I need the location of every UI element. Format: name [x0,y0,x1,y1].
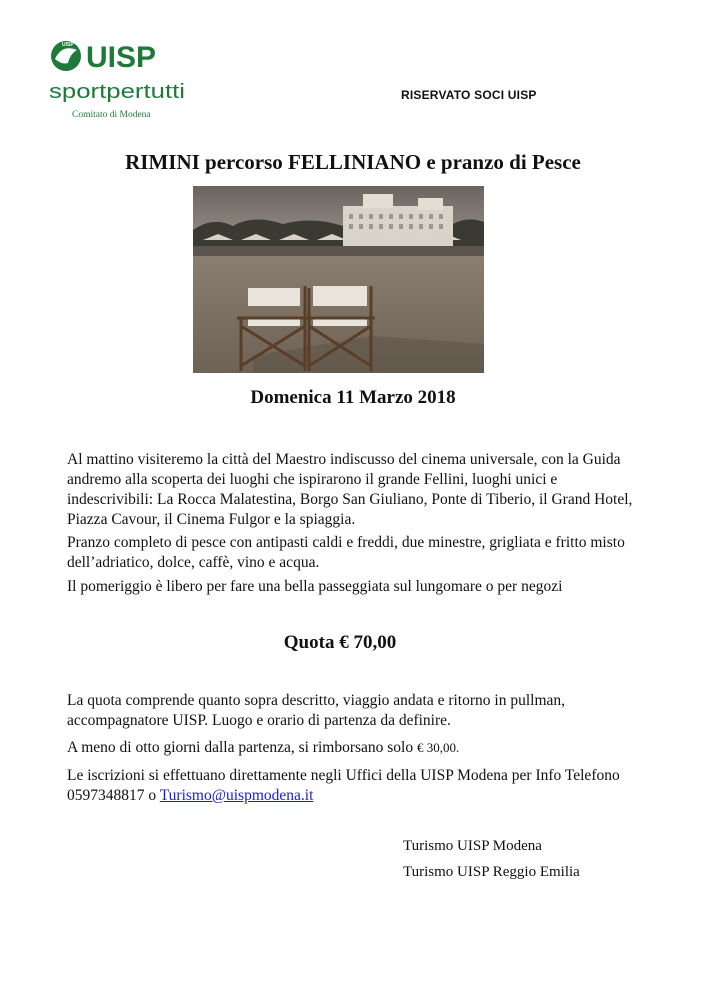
afternoon-paragraph: Il pomeriggio è libero per fare una bella passeggiata sul lungomare o per negozi [67,578,563,595]
price-quota: Quota € 70,00 [283,632,397,653]
uisp-logo [48,36,198,122]
refund-text: A meno di otto giorni dalla partenza, si rimborsano solo [67,739,417,756]
signature-reggio-emilia: Turismo UISP Reggio Emilia [403,864,580,880]
svg-text:UISP: UISP [62,42,74,48]
email-link[interactable]: Turismo@uispmodena.it [159,787,314,804]
lunch-paragraph: Pranzo completo di pesce con antipasti caldi e freddi, due minestre, grigliata e fritto misto dell’adriatico, dolce, caffè, vino e acqua. [67,534,625,571]
page-title: RIMINI percorso FELLINIANO e pranzo di Pesce [125,150,581,174]
svg-text:Comitato di Modena: Comitato di Modena [72,110,151,120]
svg-text:sportpertutti: sportpertutti [49,81,185,103]
refund-amount: € 30,00. [416,740,460,755]
beach-photo [193,186,484,373]
refund-paragraph [67,738,647,758]
event-date: Domenica 11 Marzo 2018 [250,387,456,408]
reserved-members-note: RISERVATO SOCI UISP [401,88,537,102]
svg-text:UISP: UISP [86,41,157,74]
tour-paragraph: Al mattino visiteremo la città del Maestro indiscusso del cinema universale, con la Guida andremo alla scoperta dei luoghi che ispirarono il grande Fellini, luoghi unici e indescrivibili: La Rocca Malatestina, Borgo San Giuliano, Ponte di Tiberio, il Grand Hotel, Piazza Cavour, il Cinema Fulgor e la spiaggia. [67,451,633,528]
signature-modena: Turismo UISP Modena [403,838,542,854]
includes-paragraph: La quota comprende quanto sopra descritto, viaggio andata e ritorno in pullman, accompagnatore UISP. Luogo e orario di partenza da definire. [67,692,566,729]
registration-paragraph [67,766,647,806]
registration-text: Le iscrizioni si effettuano direttamente negli Uffici della UISP Modena per Info Telefono 0597348817 o [67,767,620,804]
